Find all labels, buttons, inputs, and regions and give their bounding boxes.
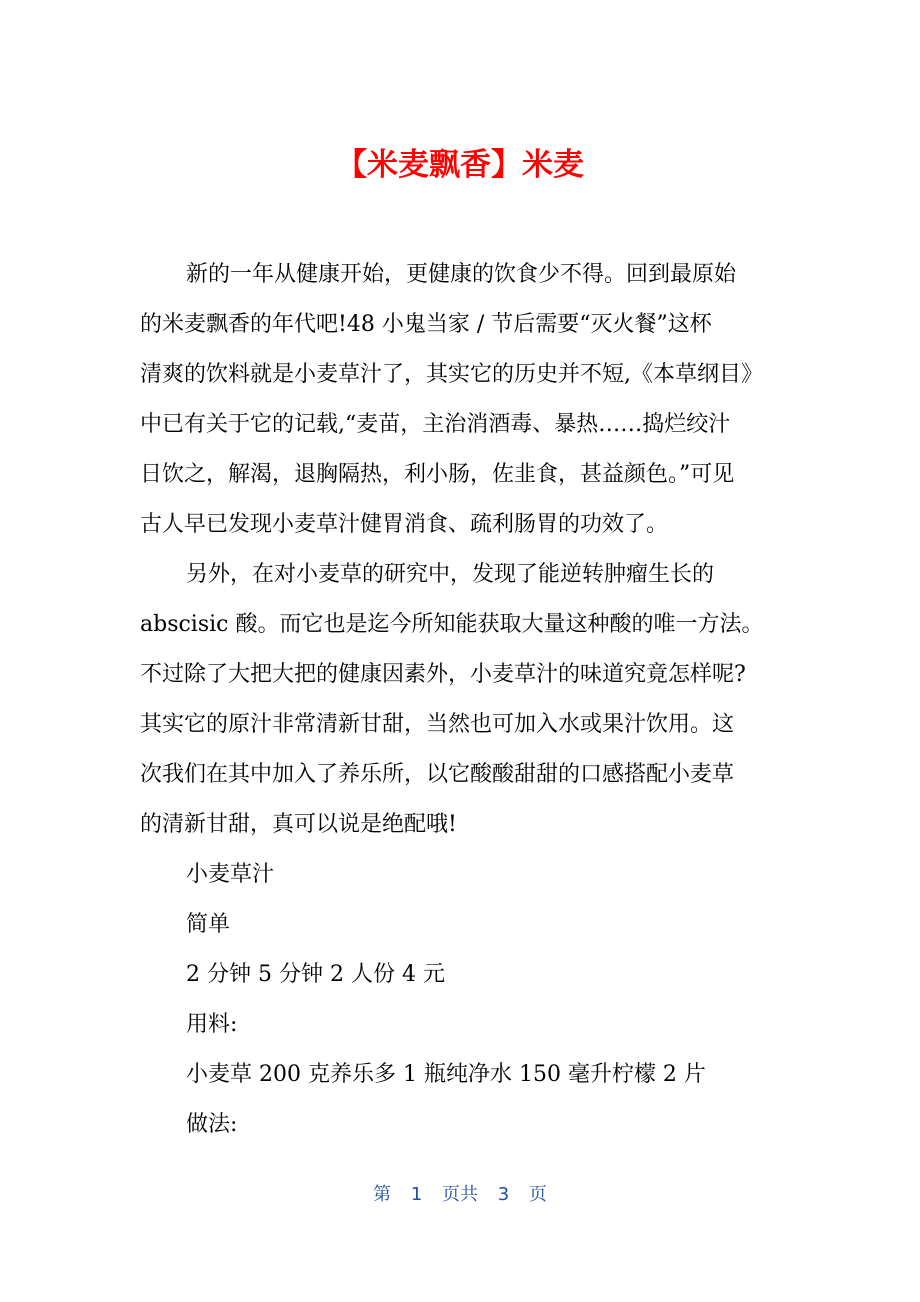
- recipe-name: 小麦草汁: [186, 862, 275, 887]
- paragraph-line: 另外，在对小麦草的研究中，发现了能逆转肿瘤生长的: [186, 562, 715, 587]
- recipe-difficulty: 简单: [186, 912, 231, 937]
- paragraph-line: 中已有关于它的记载,“麦苗，主治消酒毒、暴热……捣烂绞汁: [140, 412, 731, 437]
- paragraph-line: 古人早已发现小麦草汁健胃消食、疏利肠胃的功效了。: [140, 512, 669, 537]
- paragraph-line: 次我们在其中加入了养乐所，以它酸酸甜甜的口感搭配小麦草: [140, 762, 735, 787]
- page-suffix: 页: [528, 1184, 547, 1205]
- page-total: 3: [497, 1184, 510, 1205]
- paragraph-line: 不过除了大把大把的健康因素外，小麦草汁的味道究竟怎样呢?: [140, 662, 746, 687]
- document-body: [140, 250, 780, 1150]
- ingredients-label: 用料:: [186, 1012, 238, 1037]
- paragraph-line: 清爽的饮料就是小麦草汁了，其实它的历史并不短,《本草纲目》: [140, 362, 763, 387]
- paragraph-research: [140, 550, 780, 850]
- paragraph-line: 的清新甘甜，真可以说是绝配哦!: [140, 812, 457, 837]
- paragraph-intro: [140, 250, 780, 550]
- paragraph-line: 的米麦飘香的年代吧!48 小鬼当家 / 节后需要“灭火餐”这杯: [140, 312, 712, 337]
- paragraph-line: 日饮之，解渴，退胸隔热，利小肠，佐韭食，甚益颜色。”可见: [140, 462, 735, 487]
- document-title: 【米麦飘香】米麦: [336, 147, 584, 183]
- page-prefix: 第: [373, 1184, 392, 1205]
- ingredients-list: 小麦草 200 克养乐多 1 瓶纯净水 150 毫升柠檬 2 片: [186, 1062, 706, 1087]
- paragraph-line: 新的一年从健康开始，更健康的饮食少不得。回到最原始: [186, 262, 737, 287]
- recipe-meta: 2 分钟 5 分钟 2 人份 4 元: [186, 962, 445, 987]
- paragraph-line: 其实它的原汁非常清新甘甜，当然也可加入水或果汁饮用。这: [140, 712, 735, 737]
- method-label: 做法:: [186, 1112, 238, 1137]
- paragraph-line: abscisic 酸。而它也是迄今所知能获取大量这种酸的唯一方法。: [140, 612, 764, 637]
- page-footer: [0, 1180, 920, 1210]
- page-middle: 页共: [442, 1184, 478, 1205]
- page-current: 1: [410, 1184, 423, 1205]
